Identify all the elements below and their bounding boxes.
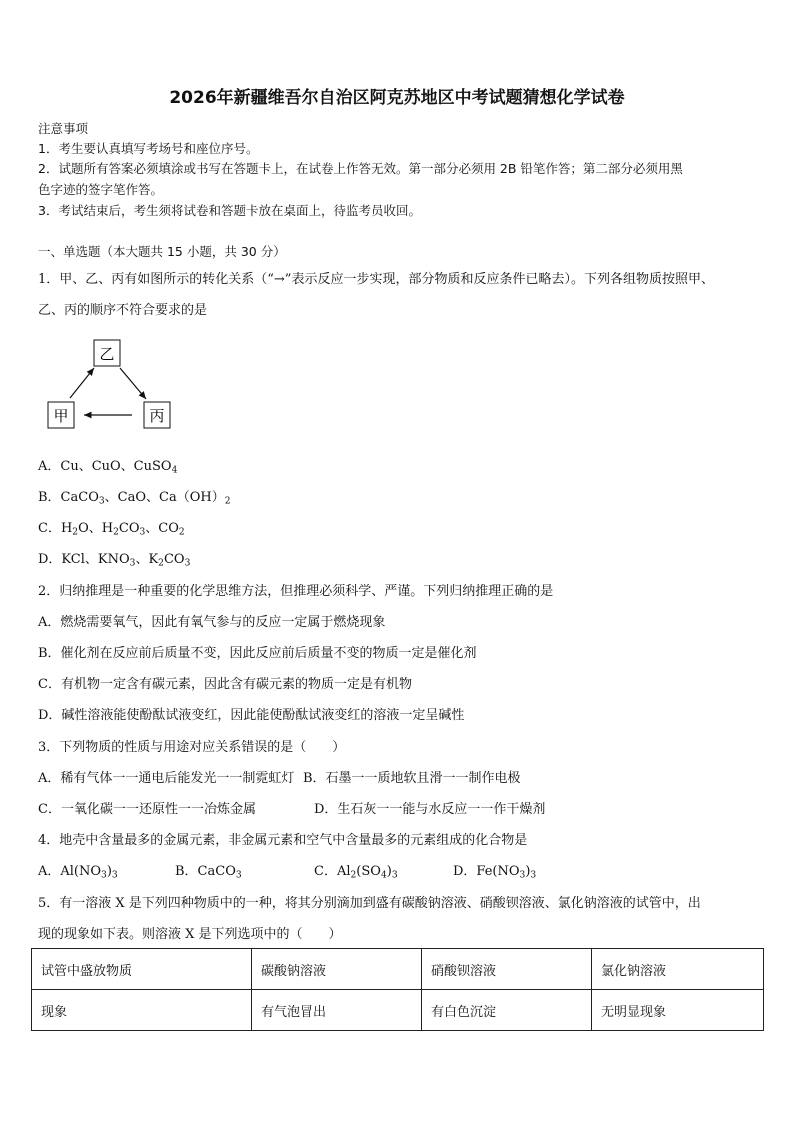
experiment-table <box>31 948 764 1031</box>
q3-stem: 3．下列物质的性质与用途对应关系错误的是（ ） <box>38 740 346 755</box>
q2-option-b[interactable]: B．催化剂在反应前后质量不变，因此反应前后质量不变的物质一定是催化剂 <box>38 646 477 661</box>
q2-stem: 2．归纳推理是一种重要的化学思维方法，但推理必须科学、严谨。下列归纳推理正确的是 <box>38 584 554 599</box>
table-cell: 无明显现象 <box>592 990 764 1031</box>
diagram-label-bing: 丙 <box>149 407 165 425</box>
q4-stem: 4．地壳中含量最多的金属元素，非金属元素和空气中含量最多的元素组成的化合物是 <box>38 833 528 848</box>
conversion-diagram <box>44 338 184 434</box>
q3-option-d[interactable]: D．生石灰一一能与水反应一一作干燥剂 <box>314 802 546 817</box>
q3-option-a[interactable]: A．稀有气体一一通电后能发光一一制霓虹灯 <box>38 771 295 786</box>
q1-stem: 1．甲、乙、丙有如图所示的转化关系（“→”表示反应一步实现，部分物质和反应条件已略去）。下列各组物质按照甲、 <box>38 272 714 287</box>
table-cell: 有白色沉淀 <box>422 990 592 1031</box>
exam-title: 2026年新疆维吾尔自治区阿克苏地区中考试题猜想化学试卷 <box>169 88 625 108</box>
notice-item: 3．考试结束后，考生须将试卷和答题卡放在桌面上，待监考员收回。 <box>38 203 421 218</box>
table-header-cell: 硝酸钡溶液 <box>422 949 592 990</box>
q1-option-a[interactable]: A．Cu、CuO、CuSO$_4$ <box>38 459 178 476</box>
q4-option-b[interactable]: B．CaCO$_3$ <box>175 864 242 881</box>
notice-item: 色字迹的签字笔作答。 <box>38 182 164 197</box>
q4-option-d[interactable]: D．$Fe(NO_3)_3$ <box>453 864 537 881</box>
notice-item: 1．考生要认真填写考场号和座位序号。 <box>38 141 259 156</box>
q3-option-b[interactable]: B．石墨一一质地软且滑一一制作电极 <box>303 771 521 786</box>
diagram-label-jia: 甲 <box>53 407 69 425</box>
q4-option-a[interactable]: A．$Al(NO_3)_3$ <box>38 864 118 881</box>
table-cell: 有气泡冒出 <box>252 990 422 1031</box>
q1-option-c[interactable]: C．$H_2O$、$H_2CO_3$、$CO_2$ <box>38 521 185 538</box>
q2-option-a[interactable]: A．燃烧需要氧气，因此有氧气参与的反应一定属于燃烧现象 <box>38 615 386 630</box>
table-row <box>32 949 764 990</box>
q1-option-b[interactable]: B．CaCO$_3$、CaO、$Ca(OH)_2$ <box>38 490 231 507</box>
notice-item: 2．试题所有答案必须填涂或书写在答题卡上，在试卷上作答无效。第一部分必须用 2B 铅笔作答；第二部分必须用黑 <box>38 161 683 176</box>
q3-option-c[interactable]: C．一氧化碳一一还原性一一冶炼金属 <box>38 802 256 817</box>
q4-option-c[interactable]: C．$Al_2(SO_4)_3$ <box>314 864 398 881</box>
notice-heading: 注意事项 <box>38 121 89 136</box>
q2-option-d[interactable]: D．碱性溶液能使酚酞试液变红，因此能使酚酞试液变红的溶液一定呈碱性 <box>38 708 465 723</box>
table-row <box>32 990 764 1031</box>
q1-option-d[interactable]: D．KCl、$KNO_3$、$K_2CO_3$ <box>38 552 191 569</box>
table-header-cell: 试管中盛放物质 <box>32 949 252 990</box>
q5-stem: 现的现象如下表。则溶液 X 是下列选项中的（ ） <box>38 927 342 942</box>
q1-stem: 乙、丙的顺序不符合要求的是 <box>38 303 208 318</box>
table-cell: 现象 <box>32 990 252 1031</box>
arrow-jia-to-yi <box>70 368 94 398</box>
q5-stem: 5．有一溶液 X 是下列四种物质中的一种，将其分别滴加到盛有碳酸钠溶液、硝酸钡溶液、氯化钠溶液的试管中，出 <box>38 896 701 911</box>
q2-option-c[interactable]: C．有机物一定含有碳元素，因此含有碳元素的物质一定是有机物 <box>38 677 412 692</box>
arrow-yi-to-bing <box>120 368 146 399</box>
diagram-label-yi: 乙 <box>99 345 115 363</box>
table-header-cell: 碳酸钠溶液 <box>252 949 422 990</box>
table-header-cell: 氯化钠溶液 <box>592 949 764 990</box>
section-heading: 一、单选题（本大题共 15 小题，共 30 分） <box>38 244 286 259</box>
